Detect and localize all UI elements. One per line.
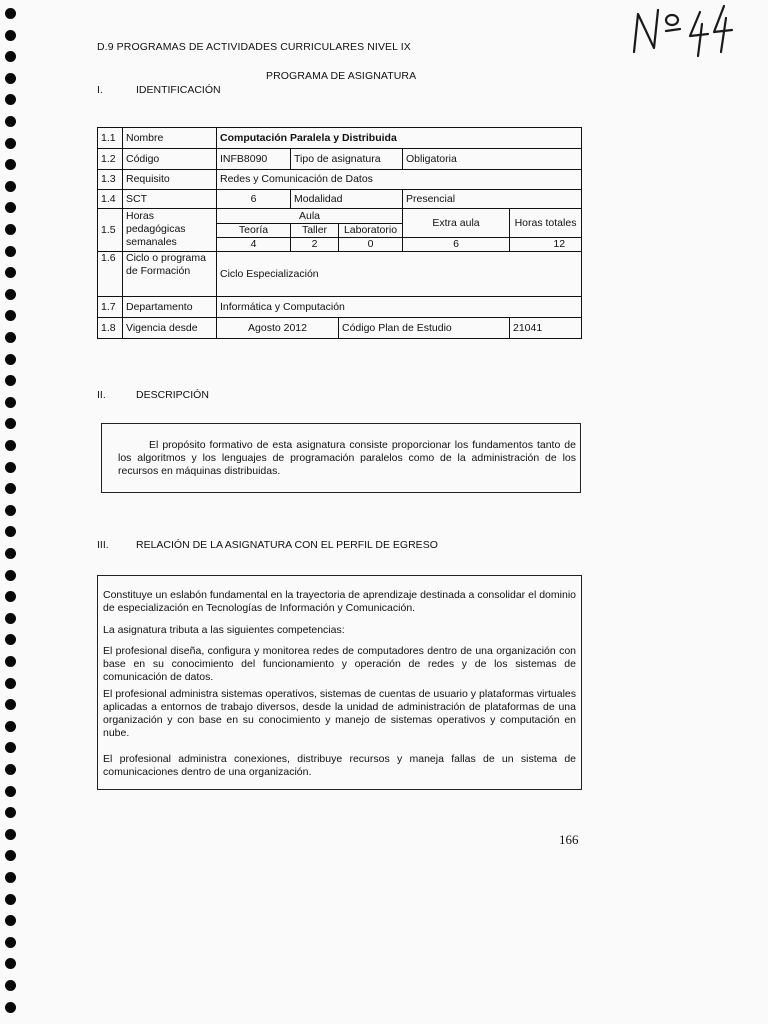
extra-aula-header: Extra aula <box>403 209 510 238</box>
binder-hole <box>5 505 16 516</box>
course-name: Computación Paralela y Distribuida <box>217 128 582 149</box>
profile-paragraph-1: Constituye un eslabón fundamental en la trayectoria de aprendizaje destinada a consolidar el dominio de especialización en Tecnologías de Información y Comunicación. <box>103 589 576 614</box>
field-label-codigo: Código <box>123 148 217 169</box>
taller-header: Taller <box>291 223 339 238</box>
field-label-tipo: Tipo de asignatura <box>291 148 403 169</box>
binder-hole <box>5 354 16 365</box>
binder-hole <box>5 678 16 689</box>
teoria-header: Teoría <box>217 223 291 238</box>
binder-hole <box>5 94 16 105</box>
field-label-departamento: Departamento <box>123 297 217 318</box>
competency-3: El profesional administra conexiones, distribuye recursos y maneja fallas de un sistema de comunicaciones dentro de una organización. <box>103 753 576 778</box>
binder-hole <box>5 462 16 473</box>
plan-code-value: 21041 <box>510 318 582 339</box>
binder-hole <box>5 656 16 667</box>
binder-hole <box>5 872 16 883</box>
binder-hole <box>5 51 16 62</box>
binder-hole <box>5 742 16 753</box>
page-number: 166 <box>559 832 579 847</box>
field-label-modalidad: Modalidad <box>291 190 403 209</box>
binder-hole <box>5 764 16 775</box>
teoria-hours: 4 <box>217 238 291 252</box>
course-requirement: Redes y Comunicación de Datos <box>217 169 582 190</box>
binder-hole <box>5 894 16 905</box>
binder-hole <box>5 418 16 429</box>
binder-hole <box>5 181 16 192</box>
binder-hole <box>5 721 16 732</box>
profile-paragraph-2: La asignatura tributa a las siguientes competencias: <box>103 624 345 636</box>
field-label-ciclo: Ciclo o programa de Formación <box>123 251 217 297</box>
binder-hole <box>5 483 16 494</box>
binder-hole <box>5 30 16 41</box>
section-2-number: II. <box>97 389 106 401</box>
binder-hole <box>5 980 16 991</box>
binder-hole <box>5 159 16 170</box>
department-value: Informática y Computación <box>217 297 582 318</box>
row-number: 1.5 <box>98 209 123 252</box>
binder-hole <box>5 548 16 559</box>
program-title: PROGRAMA DE ASIGNATURA <box>266 70 417 82</box>
binder-hole <box>5 267 16 278</box>
binder-hole <box>5 829 16 840</box>
binder-hole <box>5 332 16 343</box>
row-number: 1.7 <box>98 297 123 318</box>
vigencia-value: Agosto 2012 <box>217 318 339 339</box>
taller-hours: 2 <box>291 238 339 252</box>
binder-hole <box>5 116 16 127</box>
binder-hole <box>5 786 16 797</box>
modality-value: Presencial <box>403 190 582 209</box>
row-number: 1.1 <box>98 128 123 149</box>
binder-hole <box>5 807 16 818</box>
binder-hole <box>5 289 16 300</box>
binder-hole <box>5 850 16 861</box>
laboratorio-hours: 0 <box>339 238 403 252</box>
binder-hole <box>5 246 16 257</box>
binder-hole <box>5 375 16 386</box>
binder-hole <box>5 613 16 624</box>
section-header: D.9 PROGRAMAS DE ACTIVIDADES CURRICULARES NIVEL IX <box>97 41 411 53</box>
section-3-title: RELACIÓN DE LA ASIGNATURA CON EL PERFIL DE EGRESO <box>136 539 438 551</box>
binder-hole <box>5 138 16 149</box>
binder-hole <box>5 73 16 84</box>
identification-table <box>97 127 582 339</box>
binder-hole <box>5 310 16 321</box>
course-type: Obligatoria <box>403 148 582 169</box>
row-number: 1.3 <box>98 169 123 190</box>
course-code: INFB8090 <box>217 148 291 169</box>
total-hours: 12 <box>510 238 582 252</box>
section-1-title: IDENTIFICACIÓN <box>136 84 221 96</box>
binder-hole <box>5 440 16 451</box>
aula-header: Aula <box>217 209 403 224</box>
section-1-number: I. <box>97 84 103 96</box>
laboratorio-header: Laboratorio <box>339 223 403 238</box>
binder-hole <box>5 591 16 602</box>
binder-hole <box>5 526 16 537</box>
section-3-number: III. <box>97 539 109 551</box>
field-label-sct: SCT <box>123 190 217 209</box>
binder-hole <box>5 397 16 408</box>
binder-hole <box>5 958 16 969</box>
competency-2: El profesional administra sistemas operativos, sistemas de cuentas de usuario y plataformas virtuales aplicadas a entornos de trabajo diversos, desde la unidad de administración de plataformas de una organización y con base en su conocimiento y manejo de sistemas operativos y computación en nube. <box>103 688 576 739</box>
cycle-value: Ciclo Especialización <box>217 251 582 297</box>
binder-hole <box>5 915 16 926</box>
binder-hole <box>5 937 16 948</box>
sct-value: 6 <box>217 190 291 209</box>
row-number: 1.8 <box>98 318 123 339</box>
binder-hole <box>5 202 16 213</box>
binder-hole <box>5 8 16 19</box>
row-number: 1.4 <box>98 190 123 209</box>
field-label-requisito: Requisito <box>123 169 217 190</box>
binder-hole <box>5 224 16 235</box>
horas-totales-header: Horas totales <box>510 209 582 238</box>
binder-hole <box>5 634 16 645</box>
binder-hole <box>5 570 16 581</box>
field-label-vigencia: Vigencia desde <box>123 318 217 339</box>
field-label-horas: Horas pedagógicas semanales <box>123 209 217 252</box>
binder-hole <box>5 699 16 710</box>
competency-1: El profesional diseña, configura y monitorea redes de computadores dentro de una organización con base en su conocimiento del funcionamiento y operación de redes y de los sistemas de comunicación de datos. <box>103 645 576 683</box>
section-2-title: DESCRIPCIÓN <box>136 389 209 401</box>
binder-hole <box>5 1002 16 1013</box>
row-number: 1.2 <box>98 148 123 169</box>
field-label-plan: Código Plan de Estudio <box>339 318 510 339</box>
binder-holes <box>0 0 24 1024</box>
row-number: 1.6 <box>98 251 123 297</box>
handwritten-page-number <box>628 2 738 60</box>
extra-aula-hours: 6 <box>403 238 510 252</box>
field-label-nombre: Nombre <box>123 128 217 149</box>
description-text: El propósito formativo de esta asignatura consiste proporcionar los fundamentos tanto de los algoritmos y los lenguajes de programación paralelos como de la administración de los recursos en máquinas distribuidas. <box>118 439 576 477</box>
